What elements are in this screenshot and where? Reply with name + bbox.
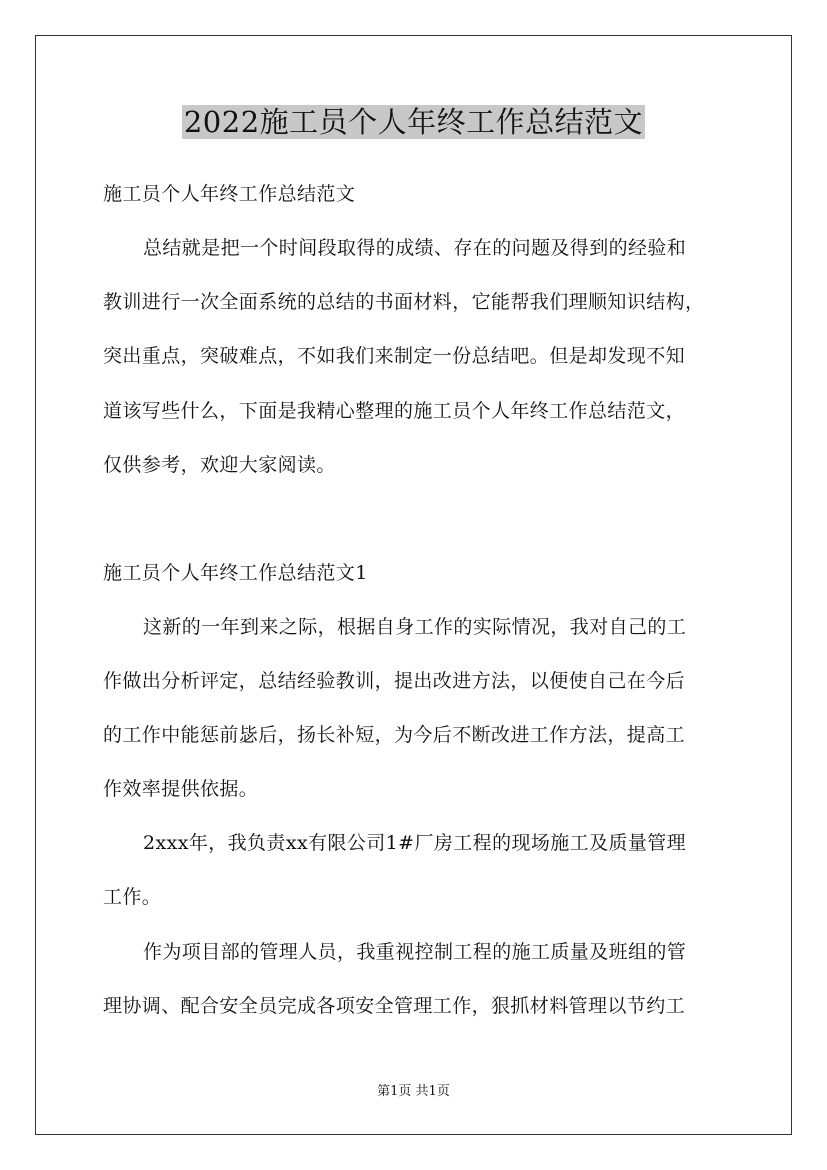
- intro-line-1: 总结就是把一个时间段取得的成绩、存在的问题及得到的经验和: [143, 237, 687, 259]
- para3-line-2: 理协调、配合安全员完成各项安全管理工作，狠抓材料管理以节约工: [103, 995, 686, 1017]
- para2-line-1: 2xxx年，我负责xx有限公司1#厂房工程的现场施工及质量管理: [143, 832, 687, 854]
- para3-line-1: 作为项目部的管理人员，我重视控制工程的施工质量及班组的管: [143, 941, 687, 963]
- intro-line-4: 道该写些什么，下面是我精心整理的施工员个人年终工作总结范文，: [103, 400, 686, 422]
- section-heading: 施工员个人年终工作总结范文1: [103, 562, 368, 584]
- intro-line-3: 突出重点，突破难点，不如我们来制定一份总结吧。但是却发现不知: [103, 345, 686, 367]
- para1-line-2: 作做出分析评定，总结经验教训，提出改进方法，以便使自己在今后: [103, 670, 686, 692]
- para1-line-1: 这新的一年到来之际，根据自身工作的实际情况，我对自己的工: [143, 616, 687, 638]
- para1-line-4: 作效率提供依据。: [103, 778, 259, 800]
- document-title: 2022施工员个人年终工作总结范文: [183, 105, 644, 139]
- para1-line-3: 的工作中能惩前毖后，扬长补短，为今后不断改进工作方法，提高工: [103, 724, 686, 746]
- intro-line-2: 教训进行一次全面系统的总结的书面材料，它能帮我们理顺知识结构，: [103, 291, 705, 313]
- para2-line-2: 工作。: [103, 886, 162, 908]
- subtitle: 施工员个人年终工作总结范文: [103, 183, 356, 205]
- intro-line-5: 仅供参考，欢迎大家阅读。: [103, 454, 336, 476]
- page-footer: 第1页 共1页: [377, 1084, 450, 1099]
